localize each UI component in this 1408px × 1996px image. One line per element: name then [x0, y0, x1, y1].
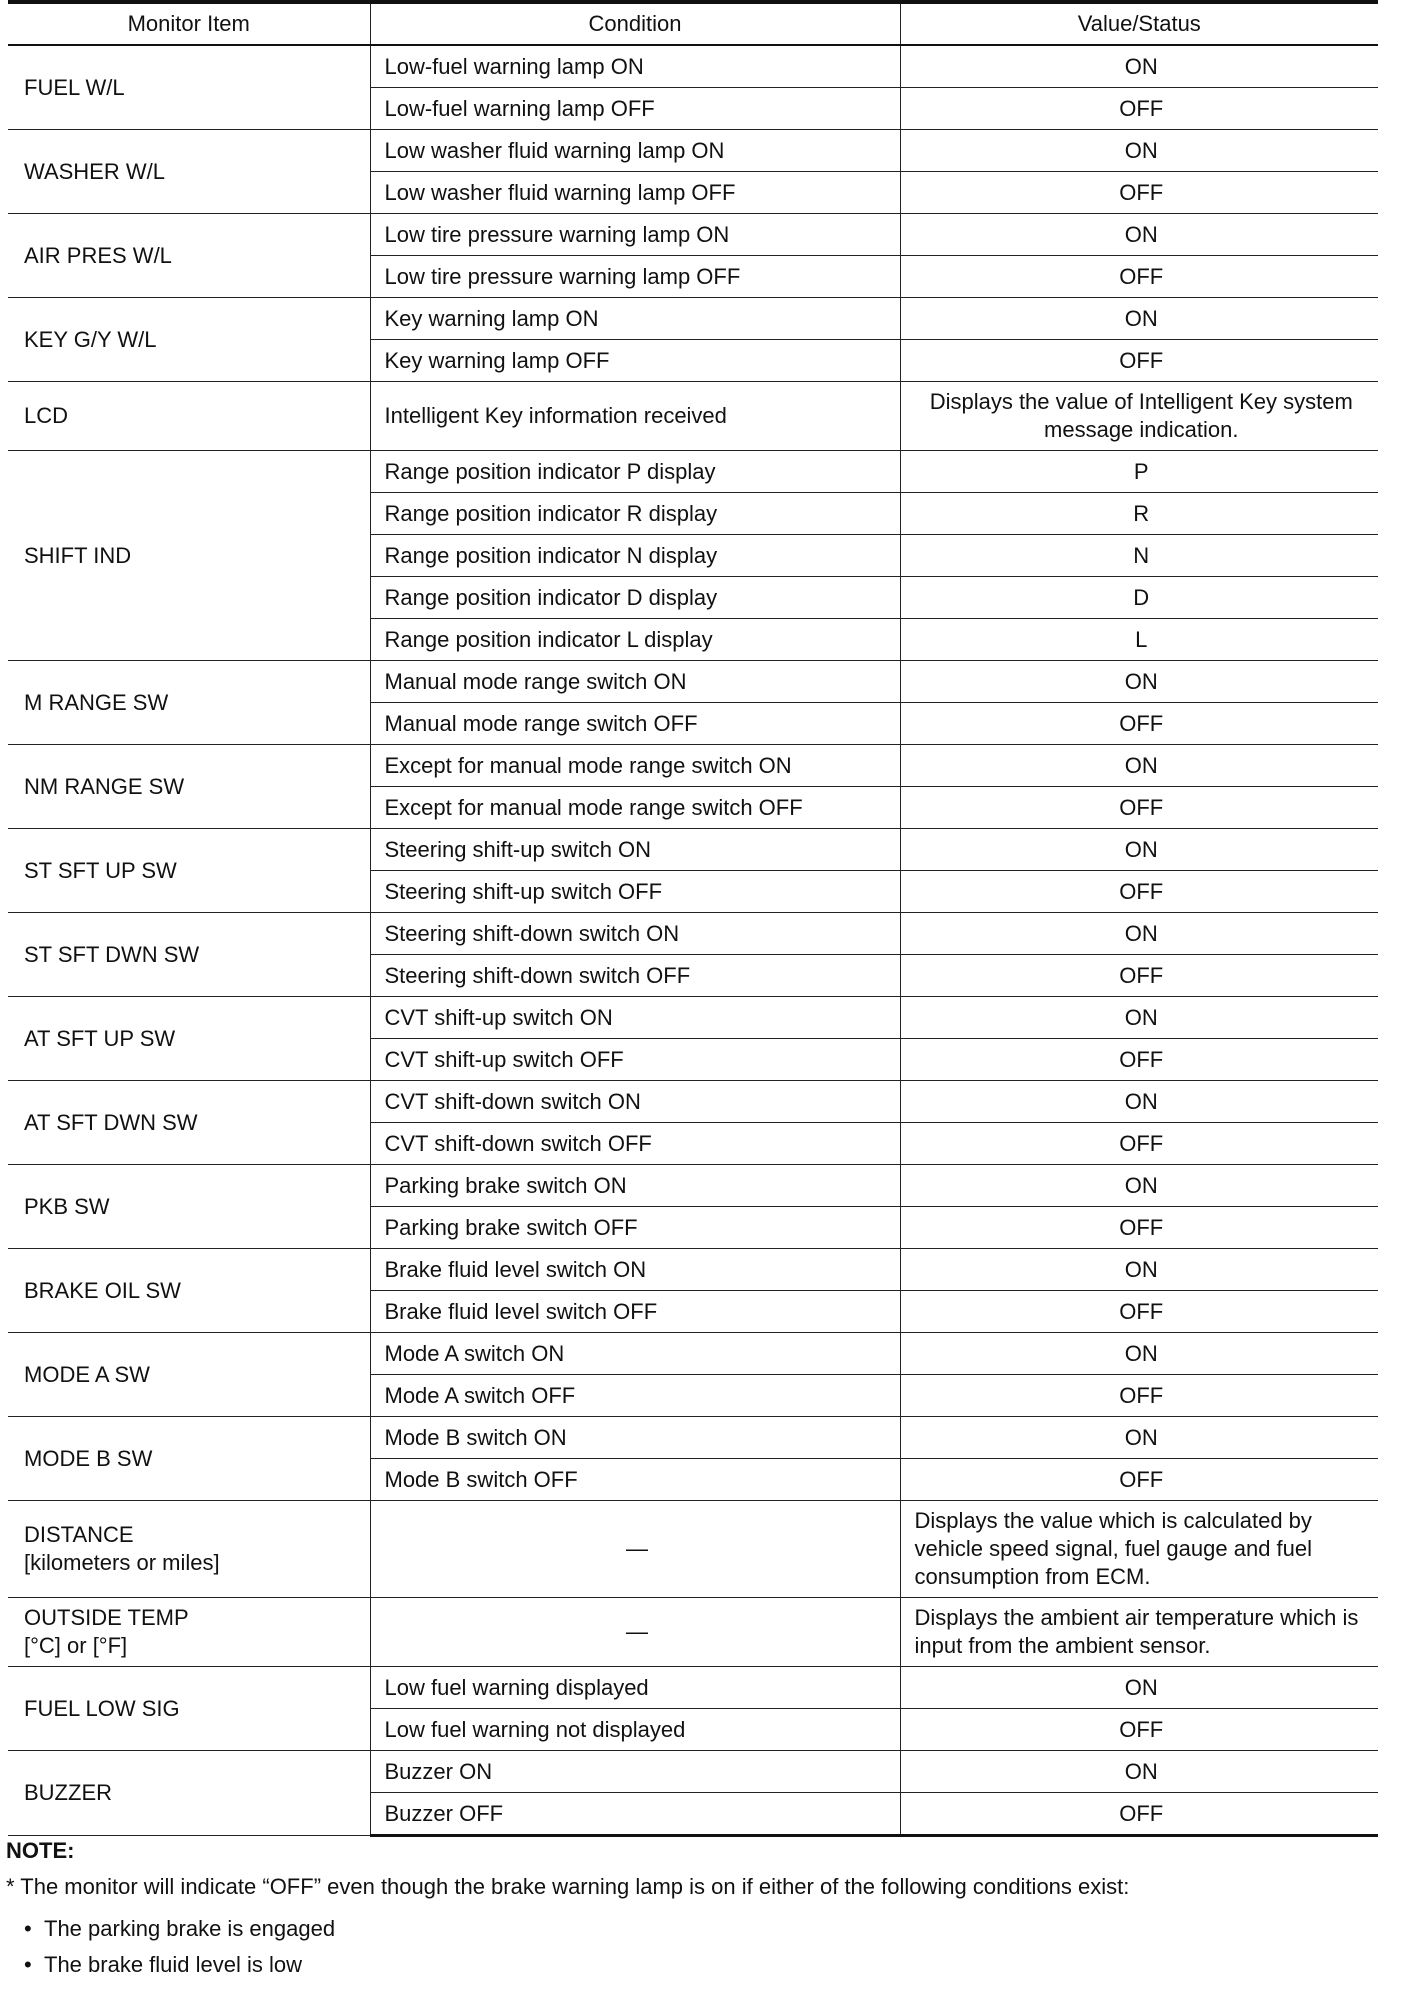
monitor-item-cell: [8, 298, 370, 382]
condition-cell: Parking brake switch ON: [370, 1165, 900, 1207]
table-row: [8, 451, 1378, 493]
value-status-cell: OFF: [900, 1375, 1378, 1417]
table-row: [8, 1081, 1378, 1123]
monitor-item-name: FUEL LOW SIG: [24, 1695, 180, 1721]
value-status-cell: OFF: [900, 1793, 1378, 1836]
value-status-cell: ON: [900, 1667, 1378, 1709]
condition-cell: CVT shift-down switch OFF: [370, 1123, 900, 1165]
table-row: [8, 1667, 1378, 1709]
condition-cell: Buzzer OFF: [370, 1793, 900, 1836]
value-status-cell: ON: [900, 661, 1378, 703]
condition-cell: Mode B switch ON: [370, 1417, 900, 1459]
monitor-item-cell: [8, 1417, 370, 1501]
monitor-item-name: FUEL W/L: [24, 74, 125, 100]
value-status-cell: ON: [900, 829, 1378, 871]
table-row: [8, 1501, 1378, 1598]
value-status-cell: ON: [900, 298, 1378, 340]
condition-cell: CVT shift-up switch OFF: [370, 1039, 900, 1081]
monitor-item-name: DISTANCE: [24, 1522, 134, 1547]
condition-cell: Mode A switch OFF: [370, 1375, 900, 1417]
monitor-item-name: ST SFT UP SW: [24, 857, 177, 883]
condition-cell: Low fuel warning displayed: [370, 1667, 900, 1709]
monitor-item-cell: [8, 1333, 370, 1417]
value-status-cell: OFF: [900, 1123, 1378, 1165]
value-status-cell: ON: [900, 130, 1378, 172]
value-status-cell: OFF: [900, 1709, 1378, 1751]
value-status-cell: L: [900, 619, 1378, 661]
monitor-item-name: AIR PRES W/L: [24, 242, 172, 268]
condition-cell: Key warning lamp OFF: [370, 340, 900, 382]
table-row: [8, 1751, 1378, 1793]
monitor-item-cell: [8, 451, 370, 661]
monitor-item-name: BUZZER: [24, 1780, 112, 1805]
value-status-cell: ON: [900, 1081, 1378, 1123]
value-status-cell: OFF: [900, 787, 1378, 829]
value-status-cell: ON: [900, 997, 1378, 1039]
condition-cell: CVT shift-up switch ON: [370, 997, 900, 1039]
value-status-cell: OFF: [900, 955, 1378, 997]
condition-cell: Intelligent Key information received: [370, 382, 900, 451]
monitor-item-name: MODE A SW: [24, 1361, 150, 1387]
condition-cell: Mode A switch ON: [370, 1333, 900, 1375]
monitor-item-name: AT SFT DWN SW: [24, 1109, 198, 1135]
monitor-item-name: PKB SW: [24, 1193, 110, 1219]
monitor-item-unit: [kilometers or miles]: [24, 1550, 220, 1575]
condition-cell: Brake fluid level switch ON: [370, 1249, 900, 1291]
header-monitor-item: Monitor Item: [8, 2, 370, 45]
monitor-item-cell: [8, 1598, 370, 1667]
monitor-item-cell: [8, 1667, 370, 1751]
value-status-cell: R: [900, 493, 1378, 535]
table-row: [8, 1165, 1378, 1207]
value-status-cell: ON: [900, 1165, 1378, 1207]
monitor-item-table: [8, 0, 1378, 1837]
monitor-item-cell: [8, 130, 370, 214]
condition-cell: Range position indicator L display: [370, 619, 900, 661]
condition-cell: Low tire pressure warning lamp ON: [370, 214, 900, 256]
note-bullet-item: • The brake fluid level is low: [44, 1952, 1386, 1978]
monitor-item-name: WASHER W/L: [24, 158, 165, 184]
condition-cell: Key warning lamp ON: [370, 298, 900, 340]
value-status-cell: ON: [900, 45, 1378, 88]
condition-cell: Low washer fluid warning lamp OFF: [370, 172, 900, 214]
value-status-cell: ON: [900, 1333, 1378, 1375]
monitor-item-cell: [8, 1165, 370, 1249]
monitor-item-cell: [8, 45, 370, 130]
monitor-item-name: KEY G/Y W/L: [24, 326, 157, 352]
table-row: [8, 829, 1378, 871]
monitor-item-cell: [8, 829, 370, 913]
value-status-cell: Displays the ambient air temperature which is input from the ambient sensor.: [900, 1598, 1378, 1667]
table-row: [8, 1417, 1378, 1459]
header-condition: Condition: [370, 2, 900, 45]
monitor-item-cell: [8, 745, 370, 829]
monitor-item-cell: [8, 1249, 370, 1333]
table-row: [8, 661, 1378, 703]
monitor-item-cell: [8, 997, 370, 1081]
monitor-item-name: SHIFT IND: [24, 542, 132, 568]
value-status-cell: ON: [900, 913, 1378, 955]
note-text: * The monitor will indicate “OFF” even though the brake warning lamp is on if either of the following conditions exist:: [6, 1874, 1130, 1899]
condition-cell: Low-fuel warning lamp OFF: [370, 88, 900, 130]
condition-cell: —: [370, 1501, 900, 1598]
condition-cell: Low washer fluid warning lamp ON: [370, 130, 900, 172]
table-row: [8, 1249, 1378, 1291]
condition-cell: Except for manual mode range switch OFF: [370, 787, 900, 829]
condition-cell: Manual mode range switch OFF: [370, 703, 900, 745]
condition-cell: Range position indicator R display: [370, 493, 900, 535]
condition-cell: Manual mode range switch ON: [370, 661, 900, 703]
table-row: [8, 997, 1378, 1039]
table-row: [8, 382, 1378, 451]
value-status-cell: OFF: [900, 340, 1378, 382]
table-row: [8, 130, 1378, 172]
condition-cell: Except for manual mode range switch ON: [370, 745, 900, 787]
condition-cell: CVT shift-down switch ON: [370, 1081, 900, 1123]
condition-cell: Low tire pressure warning lamp OFF: [370, 256, 900, 298]
value-status-cell: ON: [900, 1417, 1378, 1459]
value-status-cell: ON: [900, 1751, 1378, 1793]
value-status-cell: ON: [900, 1249, 1378, 1291]
value-status-cell: Displays the value of Intelligent Key system message indication.: [900, 382, 1378, 451]
value-status-cell: OFF: [900, 1039, 1378, 1081]
header-value-status: Value/Status: [900, 2, 1378, 45]
monitor-item-name: NM RANGE SW: [24, 773, 185, 799]
condition-cell: Steering shift-up switch ON: [370, 829, 900, 871]
value-status-cell: OFF: [900, 871, 1378, 913]
monitor-item-name: M RANGE SW: [24, 689, 169, 715]
value-status-cell: D: [900, 577, 1378, 619]
monitor-item-cell: [8, 214, 370, 298]
table-row: [8, 745, 1378, 787]
condition-cell: Steering shift-down switch OFF: [370, 955, 900, 997]
condition-cell: Parking brake switch OFF: [370, 1207, 900, 1249]
condition-cell: Mode B switch OFF: [370, 1459, 900, 1501]
value-status-cell: P: [900, 451, 1378, 493]
table-row: [8, 1333, 1378, 1375]
condition-cell: Range position indicator P display: [370, 451, 900, 493]
monitor-item-cell: [8, 913, 370, 997]
value-status-cell: OFF: [900, 1207, 1378, 1249]
note-label: NOTE:: [6, 1838, 75, 1863]
monitor-item-name: ST SFT DWN SW: [24, 941, 200, 967]
condition-cell: Buzzer ON: [370, 1751, 900, 1793]
condition-cell: Low-fuel warning lamp ON: [370, 45, 900, 88]
monitor-item-name: AT SFT UP SW: [24, 1025, 176, 1051]
value-status-cell: OFF: [900, 1291, 1378, 1333]
table-row: [8, 214, 1378, 256]
condition-cell: Range position indicator N display: [370, 535, 900, 577]
monitor-item-cell: [8, 382, 370, 451]
value-status-cell: OFF: [900, 88, 1378, 130]
monitor-item-unit: [°C] or [°F]: [24, 1633, 128, 1658]
table-row: [8, 298, 1378, 340]
value-status-cell: ON: [900, 745, 1378, 787]
note-bullet-item: • The parking brake is engaged: [44, 1916, 1386, 1942]
table-row: [8, 1598, 1378, 1667]
condition-cell: Steering shift-down switch ON: [370, 913, 900, 955]
value-status-cell: OFF: [900, 172, 1378, 214]
value-status-cell: OFF: [900, 256, 1378, 298]
condition-cell: Steering shift-up switch OFF: [370, 871, 900, 913]
monitor-item-cell: [8, 1751, 370, 1836]
condition-cell: —: [370, 1598, 900, 1667]
condition-cell: Range position indicator D display: [370, 577, 900, 619]
note-section: [6, 1838, 1386, 1988]
condition-cell: Brake fluid level switch OFF: [370, 1291, 900, 1333]
condition-cell: Low fuel warning not displayed: [370, 1709, 900, 1751]
table-row: [8, 913, 1378, 955]
monitor-item-cell: [8, 661, 370, 745]
note-bullet-list: [6, 1916, 1386, 1978]
monitor-item-name: MODE B SW: [24, 1445, 153, 1471]
value-status-cell: N: [900, 535, 1378, 577]
monitor-item-name: BRAKE OIL SW: [24, 1277, 181, 1303]
monitor-item-cell: [8, 1081, 370, 1165]
header-row: [8, 2, 1378, 45]
value-status-cell: OFF: [900, 1459, 1378, 1501]
monitor-item-name: OUTSIDE TEMP: [24, 1605, 189, 1630]
value-status-cell: ON: [900, 214, 1378, 256]
monitor-item-name: LCD: [24, 403, 69, 428]
value-status-cell: OFF: [900, 703, 1378, 745]
monitor-item-cell: [8, 1501, 370, 1598]
table-row: [8, 45, 1378, 88]
value-status-cell: Displays the value which is calculated by vehicle speed signal, fuel gauge and fuel consumption from ECM.: [900, 1501, 1378, 1598]
